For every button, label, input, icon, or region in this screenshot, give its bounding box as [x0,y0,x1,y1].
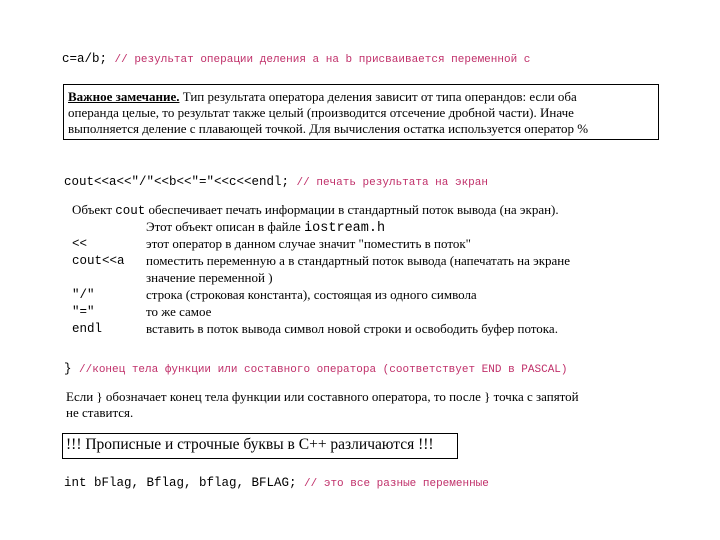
term-desc: этот оператор в данном случае значит "поместить в поток" [146,236,471,251]
code-line-declaration [64,474,489,492]
explain-text: Этот объект описан в файле [146,219,305,234]
note-text-2: операнда целые, то результат также целый (производится отсечение дробной части). Иначе [68,105,574,120]
code-text: c=a/b; [62,52,115,66]
brace-note [66,389,579,421]
brace-note-2: не ставится. [66,405,134,420]
explain-code: cout [115,204,146,218]
code-text: cout<<a<<"/"<<b<<"="<<c<<endl; [64,175,297,189]
code-text: } [64,362,80,376]
explain-text: Объект [72,202,116,217]
code-text: int bFlag, Bflag, bflag, BFLAG; [64,476,305,490]
term-desc: поместить переменную a в стандартный поток вывода (напечатать на экране [146,253,571,268]
term: << [72,237,88,251]
term [72,270,146,287]
code-comment: // печать результата на экран [296,177,488,189]
code-line-division [62,50,530,68]
term-desc: значение переменной ) [146,270,273,285]
term-desc: вставить в поток вывода символ новой строки и освободить буфер потока. [146,321,558,336]
term: "=" [72,305,95,319]
term-desc: строка (строковая константа), состоящая из одного символа [146,287,477,302]
explain-text: обеспечивает печать информации в стандартный поток вывода (на экран). [145,202,559,217]
case-sensitivity-box [62,433,458,459]
explain-code: iostream.h [304,221,386,236]
important-note-box [63,84,659,140]
term-desc: то же самое [146,304,212,319]
note-text-1: Тип результата оператора деления зависит от типа операндов: если оба [179,89,577,104]
code-line-cout [64,173,488,191]
case-text: !!! Прописные и строчные буквы в С++ различаются !!! [66,436,434,453]
brace-note-1: Если } обозначает конец тела функции или составного оператора, то после } точка с запятой [66,389,579,404]
note-label: Важное замечание. [68,89,180,104]
code-line-brace [64,360,568,378]
note-text-3: выполняется деление с плавающей точкой. Для вычисления остатка используется оператор % [68,121,589,136]
code-comment: // это все разные переменные [304,478,489,490]
code-comment: // результат операции деления a на b присваивается переменной c [114,54,531,66]
cout-explanation [72,202,692,338]
term: endl [72,322,103,336]
code-comment: //конец тела функции или составного оператора (соответствует END в PASCAL) [79,364,568,376]
term: "/" [72,288,95,302]
term: cout<<a [72,254,125,268]
